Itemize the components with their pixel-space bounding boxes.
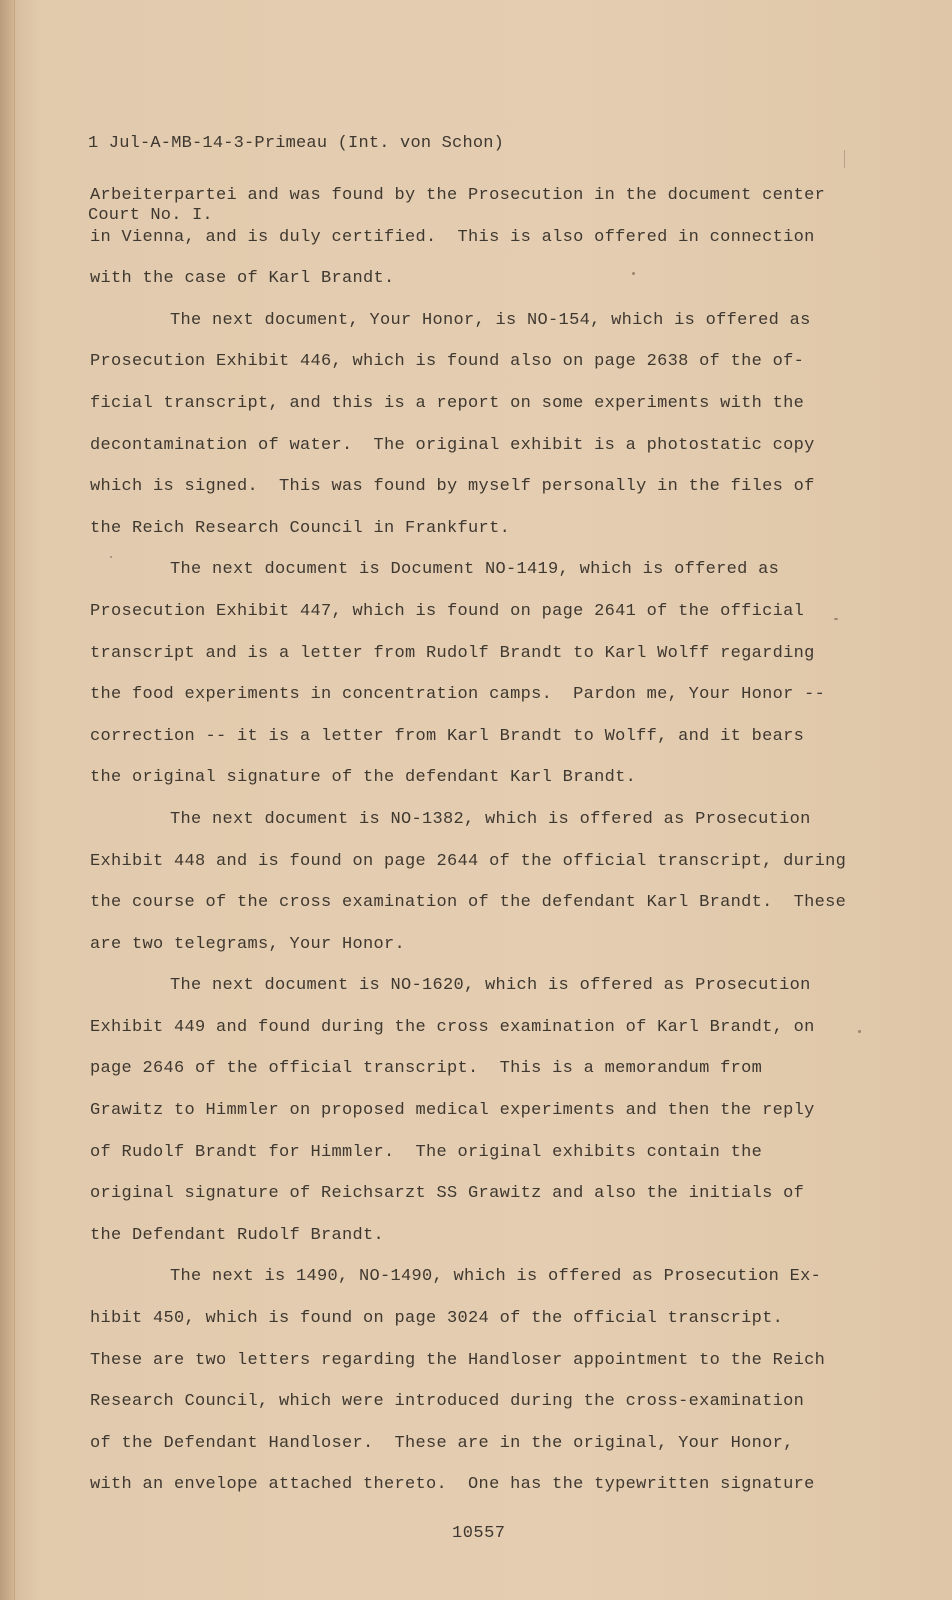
text-line: transcript and is a letter from Rudolf Brandt to Karl Wolff regarding xyxy=(90,643,815,663)
text-line: the Defendant Rudolf Brandt. xyxy=(90,1225,385,1245)
text-line: Prosecution Exhibit 447, which is found on page 2641 of the official xyxy=(90,601,805,621)
paper-speck xyxy=(858,1030,861,1033)
paper-speck xyxy=(844,150,845,168)
text-line: with an envelope attached thereto. One has the typewritten signature xyxy=(90,1475,815,1495)
header-reference-line: 1 Jul-A-MB-14-3-Primeau (Int. von Schon) xyxy=(88,134,505,153)
text-line: the Reich Research Council in Frankfurt. xyxy=(90,518,511,538)
text-line: of Rudolf Brandt for Himmler. The original exhibits contain the xyxy=(90,1142,763,1162)
text-line: Research Council, which were introduced during the cross-examination xyxy=(90,1392,805,1412)
paragraph-start-line: The next document is NO-1620, which is offered as Prosecution xyxy=(170,976,811,996)
text-line: which is signed. This was found by myself personally in the files of xyxy=(90,477,815,497)
text-line: the original signature of the defendant Karl Brandt. xyxy=(90,768,637,788)
paragraph-start-line: The next document, Your Honor, is NO-154, which is offered as xyxy=(170,310,811,330)
paragraph-start-line: The next is 1490, NO-1490, which is offered as Prosecution Ex- xyxy=(170,1267,822,1287)
page-number: 10557 xyxy=(452,1524,506,1543)
text-line: with the case of Karl Brandt. xyxy=(90,269,395,289)
text-line: of the Defendant Handloser. These are in the original, Your Honor, xyxy=(90,1433,794,1453)
text-line: the food experiments in concentration camps. Pardon me, Your Honor -- xyxy=(90,685,826,705)
text-line: the course of the cross examination of the defendant Karl Brandt. These xyxy=(90,893,847,913)
text-line: Arbeiterpartei and was found by the Prosecution in the document center xyxy=(90,186,826,205)
paper-left-edge xyxy=(0,0,15,1600)
transcript-body xyxy=(90,182,847,1513)
paper-speck xyxy=(632,272,635,275)
paragraph-start-line: The next document is Document NO-1419, which is offered as xyxy=(170,560,780,580)
text-line: hibit 450, which is found on page 3024 of the official transcript. xyxy=(90,1309,784,1329)
paragraph-start-line: The next document is NO-1382, which is offered as Prosecution xyxy=(170,809,811,829)
text-line: ficial transcript, and this is a report on some experiments with the xyxy=(90,393,805,413)
text-line: These are two letters regarding the Handloser appointment to the Reich xyxy=(90,1350,826,1370)
paper-speck xyxy=(834,618,838,620)
text-line: in Vienna, and is duly certified. This is also offered in connection xyxy=(90,227,815,247)
text-line: Exhibit 448 and is found on page 2644 of the official transcript, during xyxy=(90,851,847,871)
paper-speck xyxy=(110,556,112,558)
text-line: page 2646 of the official transcript. This is a memorandum from xyxy=(90,1059,763,1079)
text-line: original signature of Reichsarzt SS Grawitz and also the initials of xyxy=(90,1184,805,1204)
text-line: decontamination of water. The original exhibit is a photostatic copy xyxy=(90,435,815,455)
text-line: Prosecution Exhibit 446, which is found also on page 2638 of the of- xyxy=(90,352,805,372)
text-line: correction -- it is a letter from Karl Brandt to Wolff, and it bears xyxy=(90,726,805,746)
text-line: are two telegrams, Your Honor. xyxy=(90,934,406,954)
text-line: Exhibit 449 and found during the cross examination of Karl Brandt, on xyxy=(90,1017,815,1037)
header-court-line: Court No. I. xyxy=(88,206,213,225)
text-line: Grawitz to Himmler on proposed medical experiments and then the reply xyxy=(90,1101,815,1121)
